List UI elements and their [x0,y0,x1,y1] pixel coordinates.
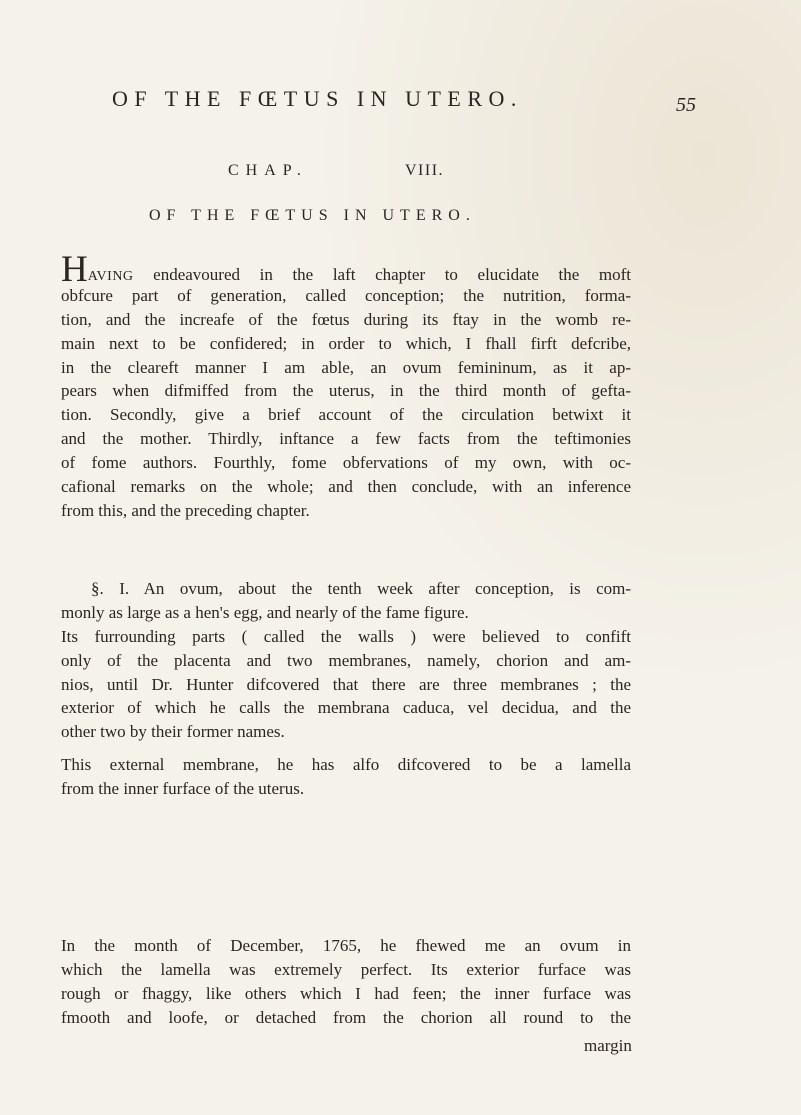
text-line: This external membrane, he has alfo difcovered to be a lamella [61,755,631,774]
text-line: which the lamella was extremely perfect. Its exterior furface was [61,959,631,979]
text-line: other two by their former names. [61,722,285,742]
text-line: cafional remarks on the whole; and then conclude, with an inference [61,477,631,497]
paragraph-external-membrane [61,753,631,801]
text-line: only of the placenta and two membranes, namely, chorion and am- [61,650,631,670]
text-line: tion, and the increafe of the fœtus during its ftay in the womb re- [61,309,631,329]
text-line: fmooth and loofe, or detached from the chorion all round to the [61,1007,631,1027]
text-line: in the cleareft manner I am able, an ovum femininum, as it ap- [61,357,631,377]
page-number: 55 [676,94,696,116]
chapter-label: CHAP. [228,162,308,179]
text-line: In the month of December, 1765, he fhewed me an ovum in [61,936,631,955]
drop-cap: H [61,249,88,290]
text-line: from the inner furface of the uterus. [61,778,305,798]
text-line: and the mother. Thirdly, inftance a few facts from the teftimonies [61,429,631,449]
text-line: obfcure part of generation, called conception; the nutrition, forma- [61,285,631,305]
text-line: of fome authors. Fourthly, fome obfervations of my own, with oc- [61,453,631,473]
text-line: nios, until Dr. Hunter difcovered that there are three membranes ; the [61,674,631,694]
chapter-number: VIII. [405,162,445,179]
text-line: pears when difmiffed from the uterus, in the third month of gefta- [61,381,631,401]
paragraph-december-ovum [61,934,631,1030]
text-line: monly as large as a hen's egg, and nearly of the fame figure. [61,602,469,622]
text-line: main next to be confidered; in order to which, I fhall firft defcribe, [61,333,631,353]
text-line: rough or fhaggy, like others which I had feen; the inner furface was [61,983,631,1003]
text-line: exterior of which he calls the membrana caduca, vel decidua, and the [61,698,631,718]
paragraph-intro [61,249,631,523]
text-line: from this, and the preceding chapter. [61,500,310,520]
paragraph-section-one [61,577,631,744]
text-line: tion. Secondly, give a brief account of the circulation betwixt it [61,405,631,425]
lead-caps: AVING [87,269,134,284]
catchword: margin [584,1036,632,1055]
line-text: endeavoured in the laft chapter to elucidate the moft [133,265,631,284]
text-line: Its furrounding parts ( called the walls ) were believed to confift [61,626,631,646]
text-line: §. I. An ovum, about the tenth week after conception, is com- [91,579,631,598]
text-line [61,249,631,290]
running-head: OF THE FŒTUS IN UTERO. [112,86,523,111]
section-heading: OF THE FŒTUS IN UTERO. [149,207,476,224]
